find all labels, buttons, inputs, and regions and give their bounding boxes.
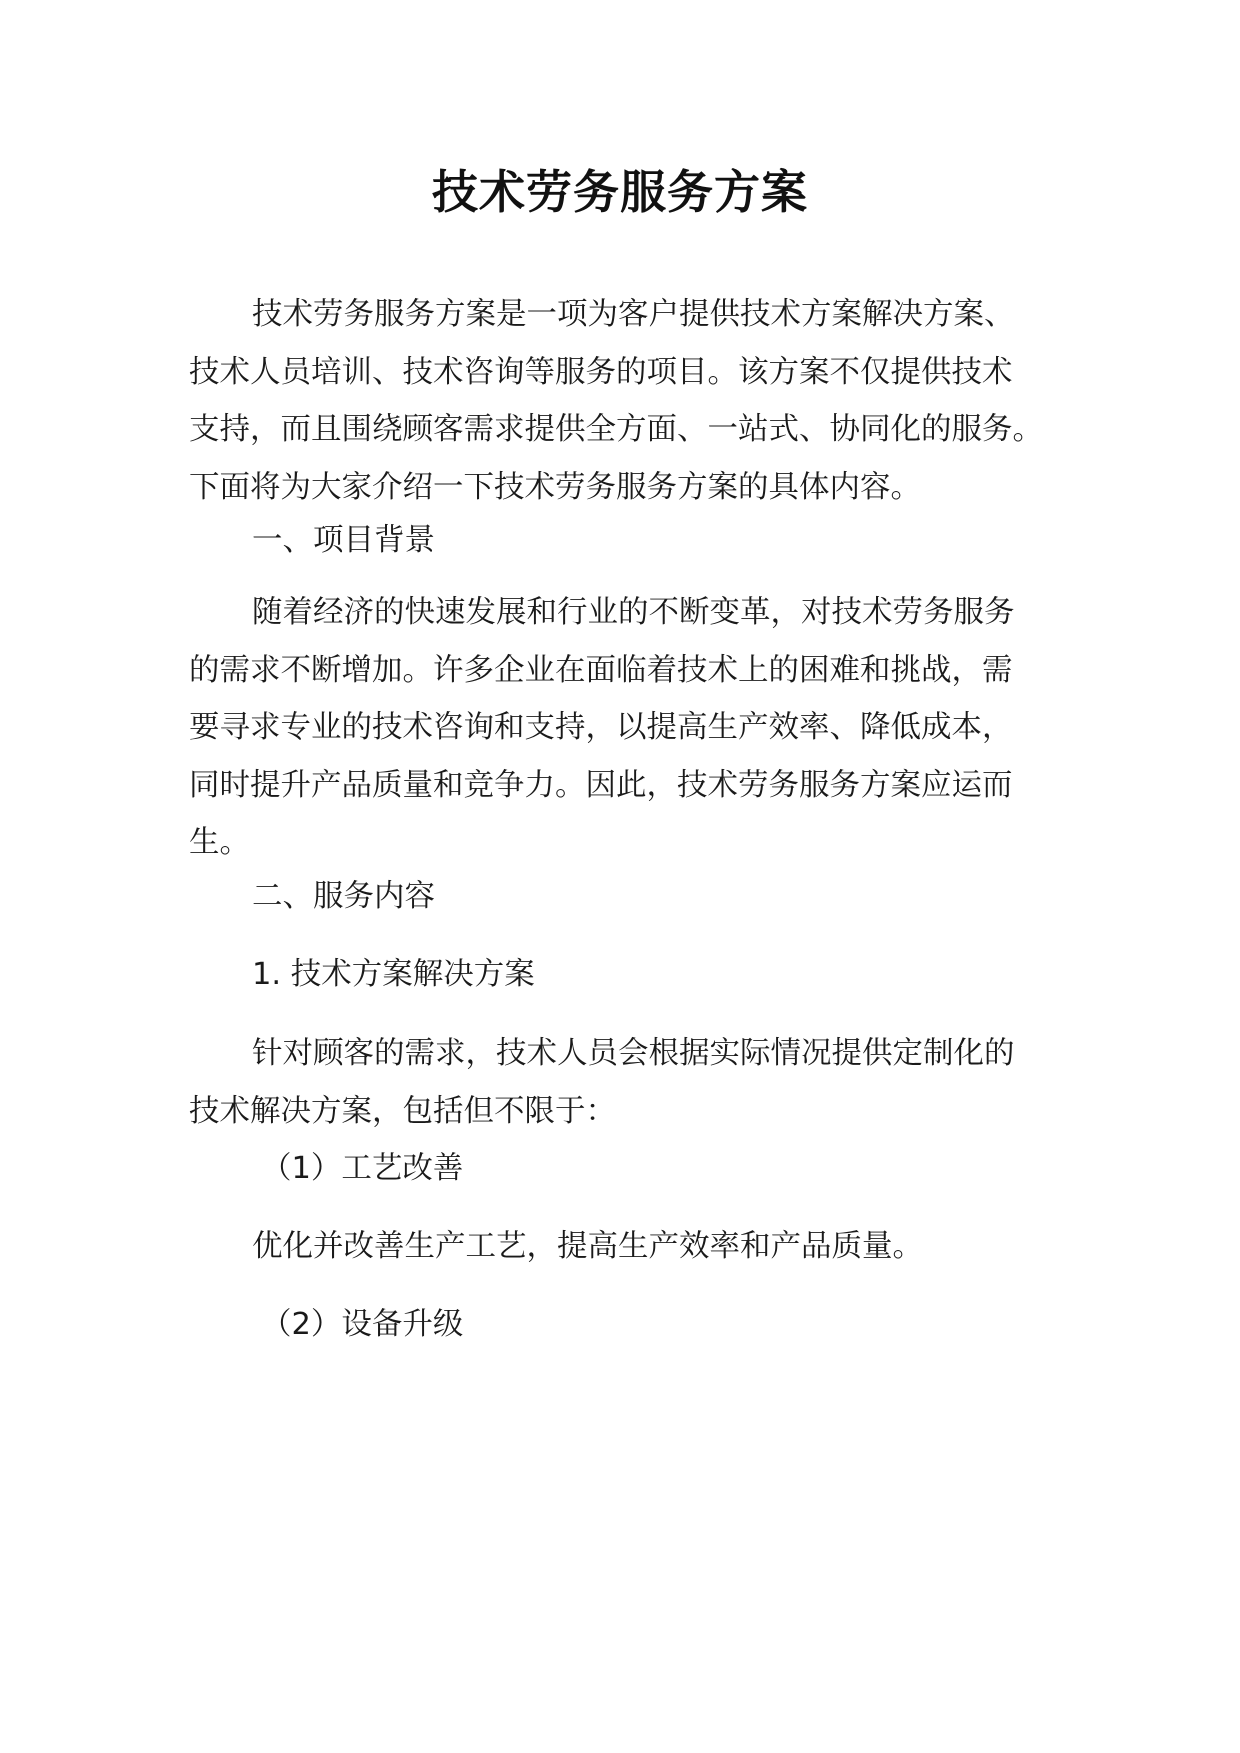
item-heading-process xyxy=(189,1140,1089,1198)
item-text: 优化并改善生产工艺，提高生产效率和产品质量。 xyxy=(252,1229,923,1264)
paragraph-line: 支持，而且围绕顾客需求提供全方面、一站式、协同化的服务。 xyxy=(189,412,1043,447)
item-heading-equipment xyxy=(189,1296,1089,1354)
paragraph-line: 的需求不断增加。许多企业在面临着技术上的困难和挑战，需 xyxy=(189,652,1013,688)
paragraph-line: 同时提升产品质量和竞争力。因此，技术劳务服务方案应运而 xyxy=(189,767,1013,803)
paragraph-line: 生。 xyxy=(189,825,250,860)
section-heading: 二、服务内容 xyxy=(252,879,435,914)
solutions-paragraph xyxy=(189,1025,1089,1140)
paragraph-line: 技术解决方案，包括但不限于： xyxy=(189,1093,616,1129)
section-heading-background xyxy=(189,512,1089,570)
item-label: （2）设备升级 xyxy=(261,1307,464,1342)
document-title: 技术劳务服务方案 xyxy=(432,165,808,219)
paragraph-line: 随着经济的快速发展和行业的不断变革，对技术劳务服务 xyxy=(252,595,1015,630)
paragraph-line: 技术劳务服务方案是一项为客户提供技术方案解决方案、 xyxy=(252,297,1015,332)
item-label: （1）工艺改善 xyxy=(261,1151,464,1186)
section-heading: 一、项目背景 xyxy=(252,523,435,558)
paragraph-line: 针对顾客的需求，技术人员会根据实际情况提供定制化的 xyxy=(252,1036,1015,1071)
paragraph-line: 要寻求专业的技术咨询和支持，以提高生产效率、降低成本， xyxy=(189,710,1013,745)
paragraph-line: 下面将为大家介绍一下技术劳务服务方案的具体内容。 xyxy=(189,469,921,505)
subsection-heading: 1. 技术方案解决方案 xyxy=(252,957,535,992)
item-text-process xyxy=(189,1218,1089,1276)
background-paragraph xyxy=(189,584,1089,872)
section-heading-services xyxy=(189,868,1089,926)
subsection-heading-solutions xyxy=(189,946,1089,1004)
paragraph-line: 技术人员培训、技术咨询等服务的项目。该方案不仅提供技术 xyxy=(189,354,1013,390)
intro-paragraph xyxy=(189,286,1089,516)
